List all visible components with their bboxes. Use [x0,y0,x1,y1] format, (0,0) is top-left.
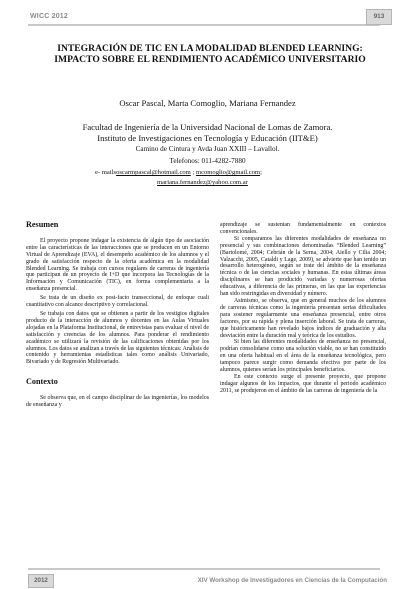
contexto-paragraph-1: Se observa que, en el campo disciplinar de las ingenierías, los modelos de enseñanza y [26,395,209,409]
header-page-number: 913 [366,9,392,25]
paper-authors: Oscar Pascal, Marta Comoglio, Mariana Fernandez [119,98,296,108]
right-column [220,222,386,395]
email-link-1[interactable]: oscarmpascal@hotmail.com [116,169,191,176]
body-paragraph-3: Asimismo, se observa, que en general muchos de los alumnos de carreras técnicas como la ingeniería presentan serias dificultades para sostener regularmente una enseñanza presencial, entre otros factores, por su rápida y plena inserción laboral. Se trata de carreras, que históricamente han revelado bajos índices de graduación y alta desviación entre la duración real y teórica de los estudios. [220,297,386,339]
body-paragraph-1: aprendizaje se sustentan fundamentalmente en contextos convencionales. [220,222,386,235]
email-link-2[interactable]: mcomoglio@gmail.com [195,169,261,176]
email-separator: ; [190,169,196,176]
section-heading-contexto: Contexto [26,377,58,387]
page-footer [0,560,415,589]
body-paragraph-5: En este contexto surge el presente proyecto, que propone indagar algunos de los impactos, que durante el periodo académico 2011, se produjeron en el ámbito de las carreras de ingeniería de la [220,373,386,394]
affiliation-institute: Instituto de Investigaciones en Tecnología y Educación (IIT&E) [97,133,318,143]
body-paragraph-2: Si comparamos las diferentes modalidades de enseñanza no presencial y sus combinaciones denominadas “Blended Learning” (Bartolomé, 2004; Cebrián de la Serna, 2004; Aiello y Cilia 2004; Valzacchi, 2005, Cataldi y Lage, 2009), se advierte que han tenido un desarrollo heterogéneo, según se trate del ámbito de la enseñanza técnica o de las ciencias sociales y humanas. En estas últimas áreas disciplinares se han producido variadas y numerosas ofertas educativas, a diferencia de las primeras, en las que las experiencias han sido restringidas en diversidad y número. [220,235,386,298]
address: Camino de Cintura y Avda Juan XXIII – Lavallol. [135,145,280,153]
resumen-paragraph-3: Se trabaja con datos que se obtienen a partir de los vestigios digitales producto de la interacción de alumnos y docentes en las Aulas Virtuales alojadas en la Plataforma Institucional, de entrevistas para evaluar el nivel de satisfacción y creencias de los alumnos. Para ponderar el rendimiento académico se utilizará la revisión de las calificaciones obtenidas por los alumnos. Los datos se analizan a través de las siguientes técnicas: Análisis de contenido y herramientas estadísticas tales como análisis Univariado, Bivariado y de Regresión Multivariado. [26,310,209,366]
footer-rule [28,568,380,570]
footer-workshop-title: XIV Workshop de Investigadores en Ciencias de la Computación [197,577,387,584]
header-rule [28,24,380,26]
email-prefix: e- mails [95,169,117,176]
header-conference: WICC 2012 [30,13,68,20]
email-block [95,168,345,188]
resumen-paragraph-2: Se trata de un diseño ex post-facto transeccional, de enfoque cuali cuantitativo con alcance descriptivo y correlacional. [26,295,209,309]
body-paragraph-4: Si bien las diferentes modalidades de enseñanza no presencial, podrían consolidarse como una solución viable, no se han constituido en una oferta habitual en el área de la enseñanza tecnológica, pero tampoco parece surgir como demanda efectiva por parte de los alumnos, quienes serían los principales beneficiarios. [220,339,386,374]
email-separator-2: ; [260,169,262,176]
footer-year: 2012 [28,574,54,588]
phone: Telefonos: 011-4282-7880 [169,157,246,165]
resumen-paragraph-1: El proyecto propone indagar la existencia de algún tipo de asociación entre las características de las interacciones que se producen en un Entorno Virtual de Aprendizaje (EVA), el desempeño académico de los alumnos y el grado de satisfacción respecto de la oferta académica en la modalidad Blended Learning. Se trabaja con cursos regulares de carreras de ingeniería que participan de un proyecto de I+D que incorpora las Tecnologías de la Información y Comunicación (TIC), en forma complementaria a la enseñanza presencial. [26,237,209,293]
section-heading-resumen: Resumen [26,220,59,229]
page-header [0,0,415,30]
affiliation-faculty: Facultad de Ingeniería de la Universidad Nacional de Lomas de Zamora. [82,122,333,132]
left-column [26,222,209,409]
email-link-3[interactable]: mariana.fernandez@yahoo.com.ar [157,179,248,186]
paper-title: INTEGRACIÓN DE TIC EN LA MODALIDAD BLENDED LEARNING: IMPACTO SOBRE EL RENDIMIENTO ACADÉMICO UNIVERSITARIO [54,43,366,65]
